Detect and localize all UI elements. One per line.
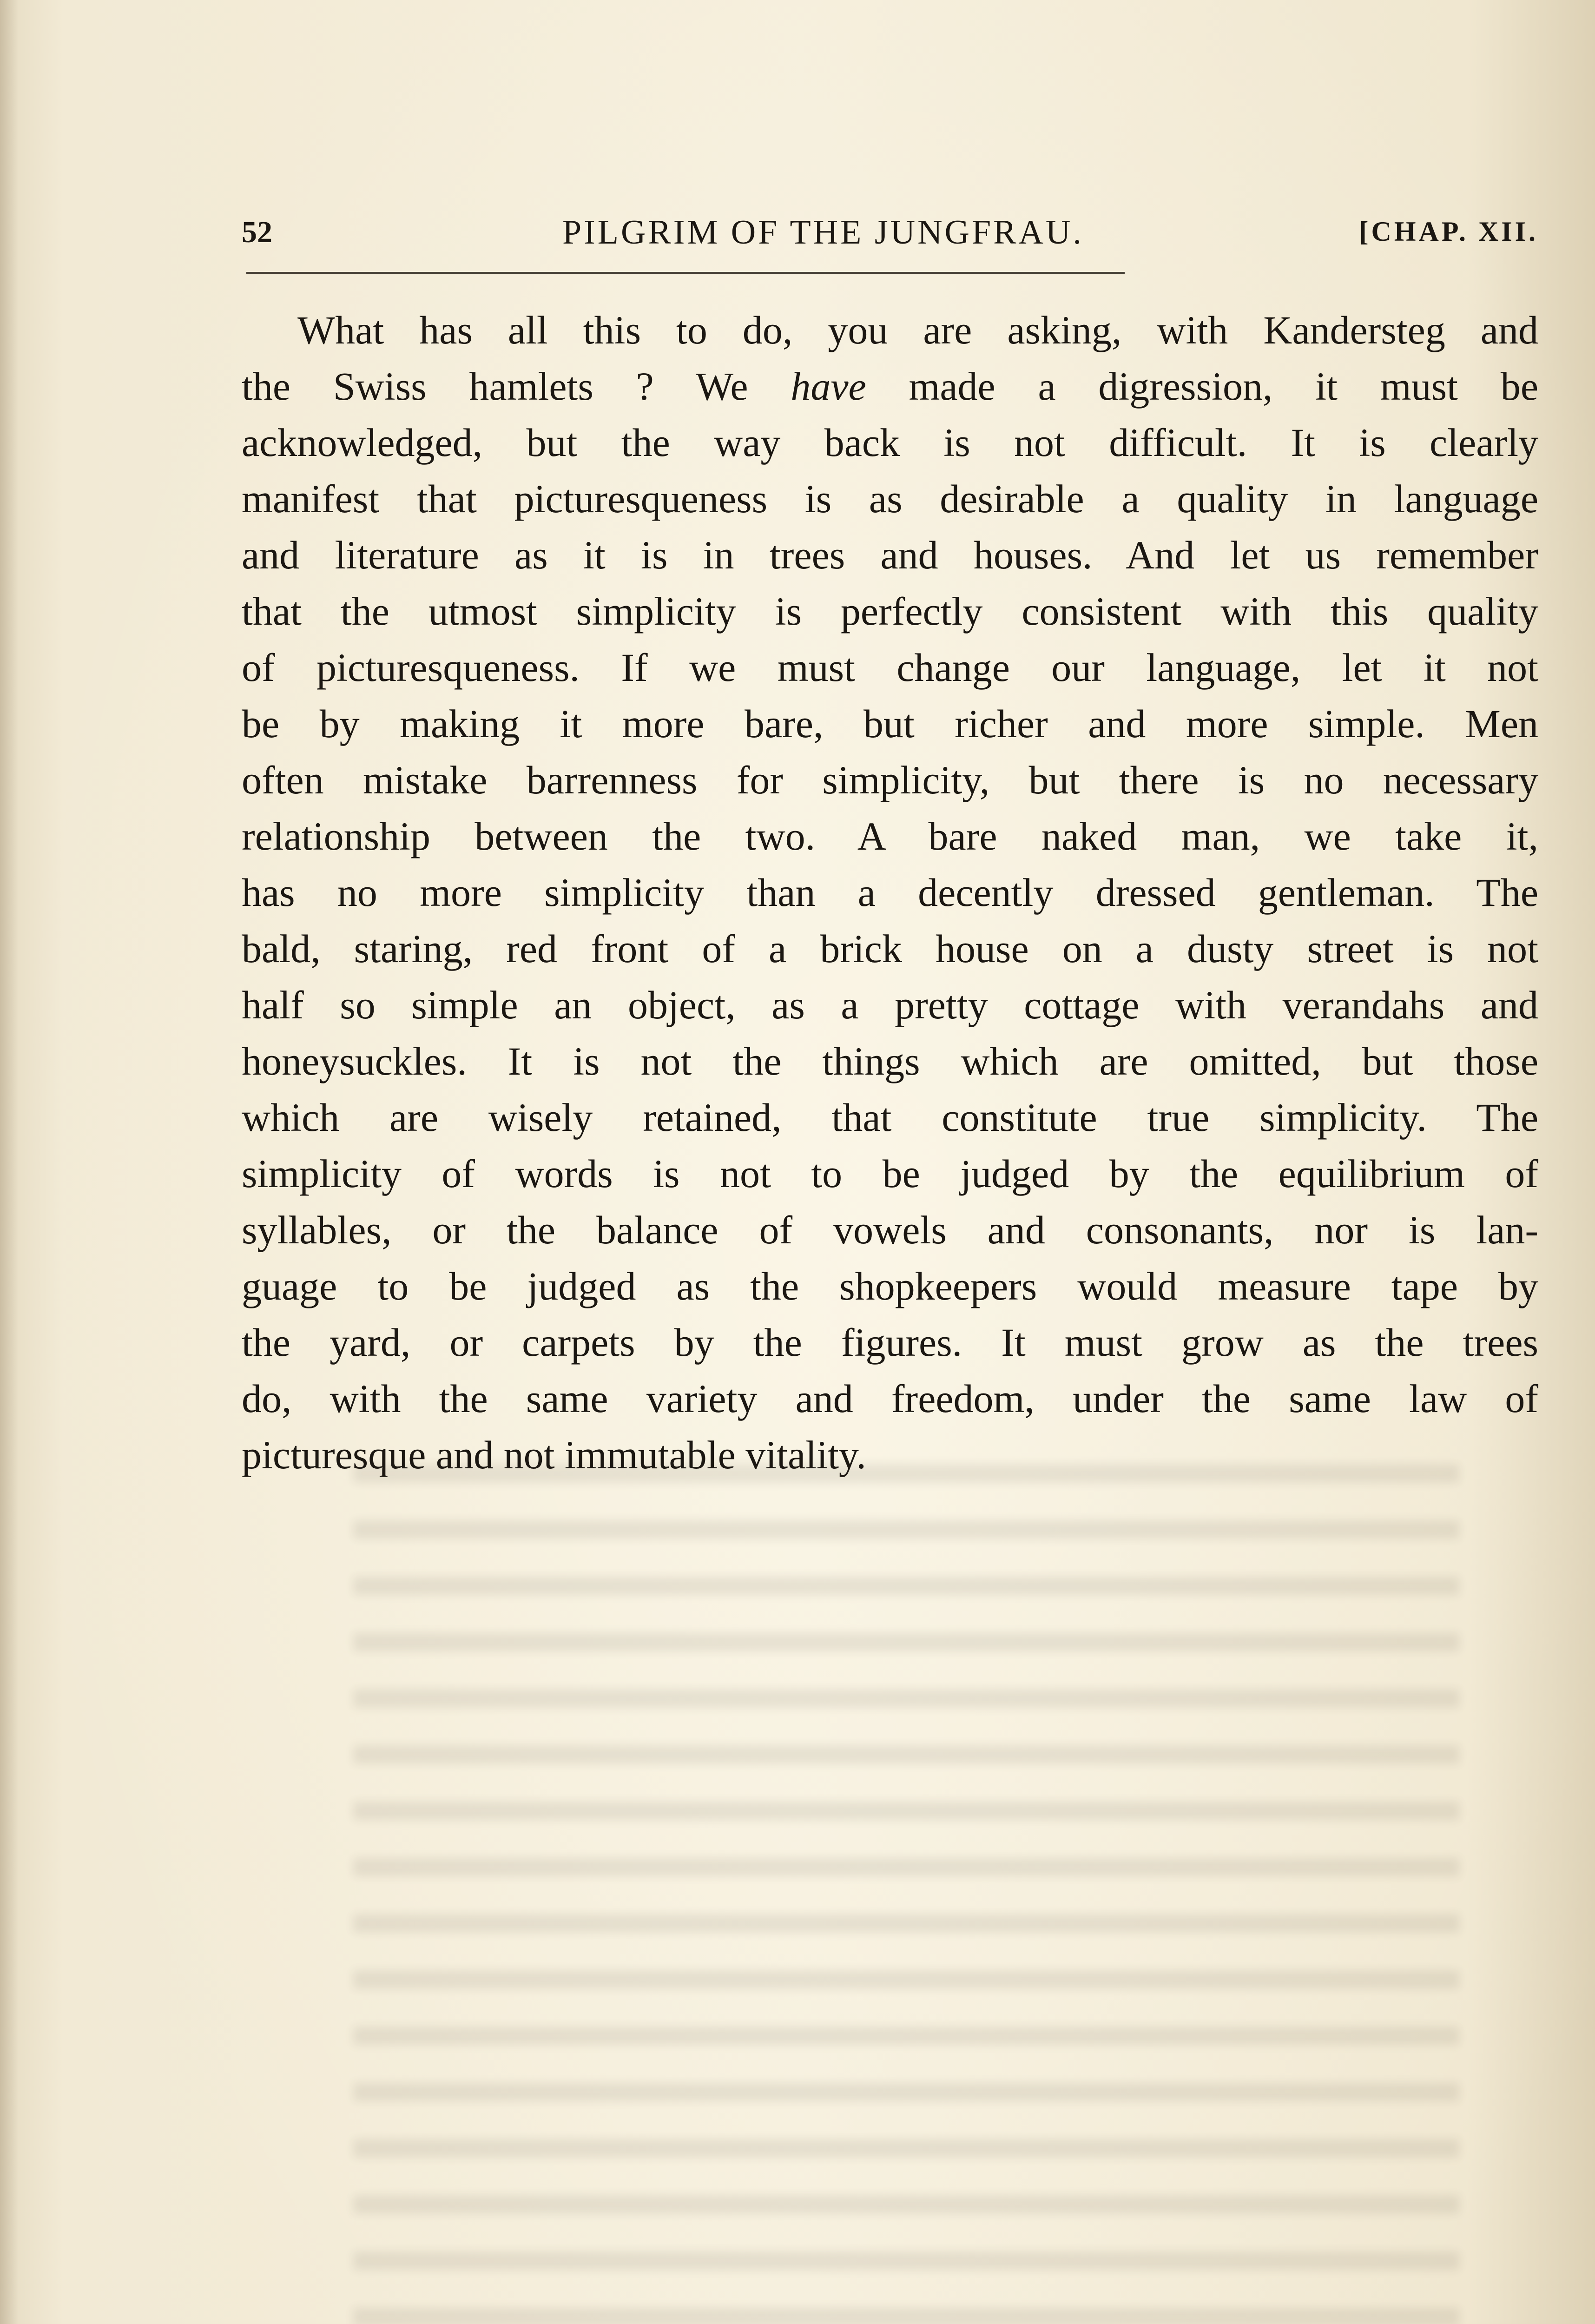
text-line: honeysuckles. It is not the things which are omitted, but those xyxy=(242,1039,1538,1083)
page-number: 52 xyxy=(242,215,272,249)
text-line: has no more simplicity than a decently dressed gentleman. The xyxy=(242,870,1538,915)
running-head xyxy=(242,209,1538,260)
text-line: often mistake barrenness for simplicity, but there is no necessary xyxy=(242,758,1538,802)
italic-word: have xyxy=(791,364,866,409)
text-line: that the utmost simplicity is perfectly consistent with this quality xyxy=(242,589,1538,634)
text-line: be by making it more bare, but richer and more simple. Men xyxy=(242,701,1538,746)
text-line: half so simple an object, as a pretty cottage with verandahs and xyxy=(242,983,1538,1027)
spine-shadow xyxy=(0,0,19,2324)
text-segment: made a digression, it must be xyxy=(866,364,1538,409)
text-line: picturesque and not immutable vitality. xyxy=(242,1433,866,1477)
text-line: syllables, or the balance of vowels and consonants, nor is lan- xyxy=(242,1208,1538,1252)
text-line: bald, staring, red front of a brick house on a dusty street is not xyxy=(242,926,1538,971)
running-head-title: PILGRIM OF THE JUNGFRAU. xyxy=(562,213,1084,251)
text-line: do, with the same variety and freedom, under the same law of xyxy=(242,1376,1538,1421)
text-line: acknowledged, but the way back is not difficult. It is clearly xyxy=(242,420,1538,465)
text-line: relationship between the two. A bare naked man, we take it, xyxy=(242,814,1538,858)
text-line: guage to be judged as the shopkeepers would measure tape by xyxy=(242,1264,1538,1308)
text-segment: the Swiss hamlets ? We xyxy=(242,364,791,409)
text-line: of picturesqueness. If we must change our language, let it not xyxy=(242,645,1538,690)
text-line: What has all this to do, you are asking, with Kandersteg and xyxy=(297,308,1538,352)
body-paragraph xyxy=(242,302,1538,1483)
text-line: which are wisely retained, that constitute true simplicity. The xyxy=(242,1095,1538,1140)
text-line: manifest that picturesqueness is as desirable a quality in language xyxy=(242,476,1538,521)
show-through-text xyxy=(353,1464,1459,2324)
running-head-chapter: [CHAP. XII. xyxy=(1359,216,1538,247)
text-line xyxy=(242,358,1538,415)
text-line: simplicity of words is not to be judged by the equilibrium of xyxy=(242,1151,1538,1196)
text-line: and literature as it is in trees and houses. And let us remember xyxy=(242,533,1538,577)
header-rule xyxy=(246,272,1125,274)
text-line: the yard, or carpets by the figures. It must grow as the trees xyxy=(242,1320,1538,1365)
